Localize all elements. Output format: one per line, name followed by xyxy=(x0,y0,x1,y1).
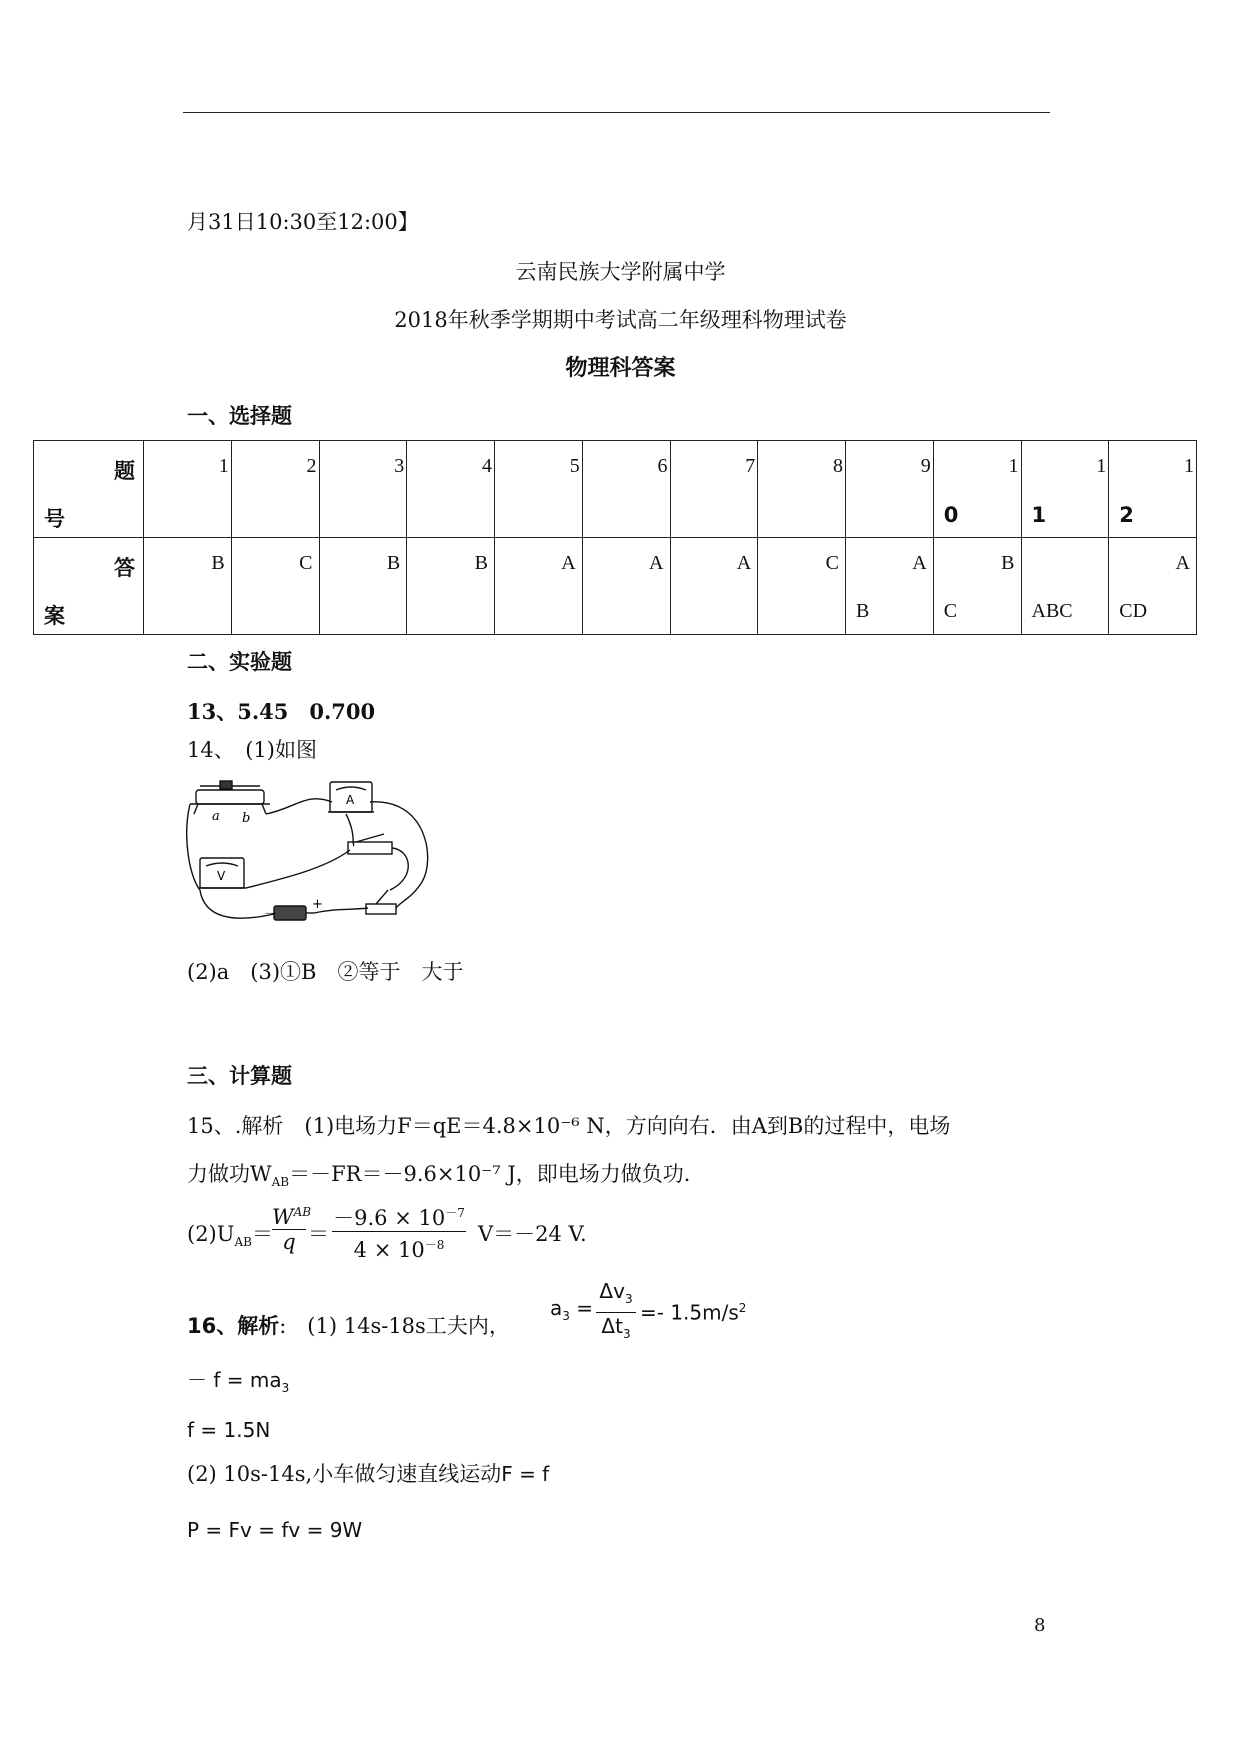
wire xyxy=(200,890,274,918)
header-rule xyxy=(183,112,1050,113)
q15-fraction-2: $-9.6 \times 10^{-7}$ $4 \times 10^{-8}$ xyxy=(333,1206,465,1262)
q16-accel-fraction: $\Delta v_3$ $\Delta t_3$ xyxy=(596,1278,636,1347)
table-cell: B xyxy=(407,538,495,635)
table-cell: 9 xyxy=(846,441,934,538)
wire xyxy=(266,799,332,814)
voltmeter-label: V xyxy=(217,869,226,883)
label-b: b xyxy=(242,811,251,826)
exam-title: 2018年秋季学期期中考试高二年级理科物理试卷 xyxy=(394,308,847,332)
table-cell: C xyxy=(231,538,319,635)
wire xyxy=(346,814,354,846)
table-cell: A xyxy=(495,538,583,635)
rheostat-slider xyxy=(220,781,232,789)
q15-line1: 15、.解析 (1)电场力F＝qE＝4.8×10⁻⁶ N，方向向右．由A到B的过程中，电场 xyxy=(187,1114,951,1138)
table-cell: 5 xyxy=(495,441,583,538)
battery-icon xyxy=(274,906,306,920)
table-cell: B xyxy=(319,538,407,635)
q16-accel-lhs: $a_3$ = xyxy=(550,1296,594,1323)
table-cell: A xyxy=(582,538,670,635)
table-cell: 题 号 xyxy=(34,441,144,538)
q16-line3: f = 1.5N xyxy=(187,1418,271,1442)
q14-head: 14、 (1)如图 xyxy=(187,738,317,762)
table-row xyxy=(34,441,1197,538)
answer-title: 物理科答案 xyxy=(565,355,676,381)
table-cell: A xyxy=(670,538,758,635)
wire xyxy=(187,804,200,890)
table-cell: 8 xyxy=(758,441,846,538)
ammeter-label: A xyxy=(346,793,355,807)
q15-line2: 力做功$W_{AB}=-FR=-9.6\times 10^{-7}$ J，即电场力做负功． xyxy=(187,1162,705,1190)
q16-line2: － $f = ma_3$ xyxy=(187,1368,290,1395)
table-cell: 1 0 xyxy=(933,441,1021,538)
q16-head: 16、解析: (1) 14s-18s工夫内， xyxy=(187,1314,510,1338)
header-fragment: 月31日10:30至12:00】 xyxy=(187,210,419,234)
section-calc-heading: 三、计算题 xyxy=(187,1064,292,1088)
answer-table xyxy=(33,440,1197,635)
switch-icon xyxy=(348,842,392,854)
table-cell: A CD xyxy=(1109,538,1197,635)
table-cell: 2 xyxy=(231,441,319,538)
table-cell: 3 xyxy=(319,441,407,538)
q15-line3-tail: V＝－24 V. xyxy=(478,1222,587,1246)
q16-line4: (2) 10s-14s,小车做匀速直线运动F = f xyxy=(187,1462,550,1486)
table-cell: A B xyxy=(846,538,934,635)
table-cell: B xyxy=(144,538,232,635)
q15-fraction-1: $W^{AB}$ q xyxy=(272,1205,312,1254)
section-experiment-heading: 二、实验题 xyxy=(187,650,292,674)
table-cell: 1 2 xyxy=(1109,441,1197,538)
q15-line3-prefix: $(2)U_{AB}=$ xyxy=(187,1222,273,1250)
q16-line5: P = Fv = fv = 9W xyxy=(187,1518,363,1542)
table-cell: B C xyxy=(933,538,1021,635)
wire xyxy=(370,802,428,908)
section-choice-heading: 一、选择题 xyxy=(187,404,292,428)
table-cell: 4 xyxy=(407,441,495,538)
rheostat-coil xyxy=(196,790,264,804)
wire xyxy=(390,848,408,890)
q16-accel-result: =- $1.5m/s^2$ xyxy=(640,1300,747,1325)
switch-2-icon xyxy=(366,904,396,914)
table-cell: 7 xyxy=(670,441,758,538)
school-name: 云南民族大学附属中学 xyxy=(515,260,726,284)
table-cell: ABC xyxy=(1021,538,1109,635)
table-cell: 1 xyxy=(144,441,232,538)
wire xyxy=(246,850,350,888)
battery-plus: + xyxy=(312,897,323,912)
q14-answer-line: (2)a (3)①B ②等于 大于 xyxy=(187,960,464,984)
table-cell: 1 1 xyxy=(1021,441,1109,538)
table-cell: C xyxy=(758,538,846,635)
table-row xyxy=(34,538,1197,635)
battery-minus: － xyxy=(264,907,278,922)
circuit-diagram xyxy=(186,778,440,928)
table-cell: 6 xyxy=(582,441,670,538)
page-number: 8 xyxy=(1034,1615,1046,1636)
label-a: a xyxy=(212,809,220,824)
q13-answer: 13、5.45 0.700 xyxy=(187,699,376,724)
table-cell: 答 案 xyxy=(34,538,144,635)
